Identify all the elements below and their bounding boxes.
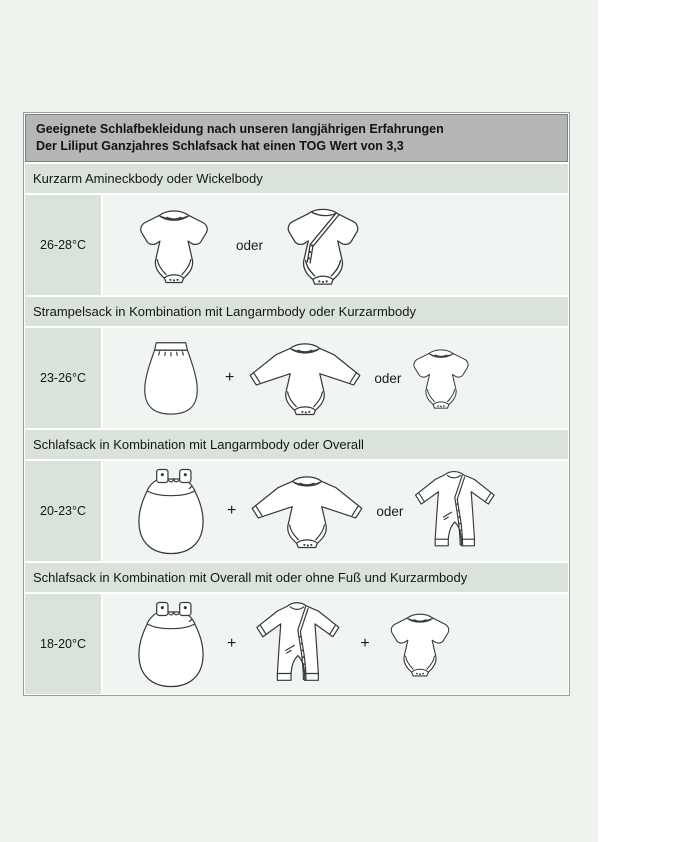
romper-sack-icon xyxy=(134,337,208,419)
table-title-line2: Der Liliput Ganzjahres Schlafsack hat einen TOG Wert von 3,3 xyxy=(36,138,404,153)
table-title-line1: Geeignete Schlafbekleidung nach unseren langjährigen Erfahrungen xyxy=(36,122,444,136)
sleeping-bag-icon xyxy=(132,466,210,557)
section-label-1: Kurzarm Amineckbody oder Wickelbody xyxy=(25,164,568,193)
connector-label: + xyxy=(360,635,370,653)
temperature-range-3: 20-23°C xyxy=(25,461,101,561)
sleeping-bag-icon xyxy=(132,599,210,690)
garment-strip-3 xyxy=(103,461,568,561)
connector-label: + xyxy=(225,369,235,387)
garment-strip-1 xyxy=(103,195,568,295)
temperature-range-1: 26-28°C xyxy=(25,195,101,295)
garment-strip-4 xyxy=(103,594,568,694)
short-sleeve-bodysuit-icon xyxy=(405,345,477,411)
long-sleeve-bodysuit-icon xyxy=(244,338,366,418)
short-sleeve-bodysuit-icon xyxy=(382,609,458,679)
connector-label: oder xyxy=(374,370,402,386)
short-sleeve-bodysuit-icon xyxy=(130,205,218,286)
temperature-range-2: 23-26°C xyxy=(25,328,101,428)
section-label-4: Schlafsack in Kombination mit Overall mit oder ohne Fuß und Kurzarmbody xyxy=(25,563,568,592)
long-sleeve-bodysuit-icon xyxy=(246,471,368,551)
wrap-bodysuit-icon xyxy=(277,203,369,288)
table-header xyxy=(25,114,568,162)
connector-label: oder xyxy=(376,503,404,519)
table-row xyxy=(25,594,568,694)
connector-label: + xyxy=(227,635,237,653)
table-row xyxy=(25,461,568,561)
connector-label: + xyxy=(227,502,237,520)
connector-label: oder xyxy=(236,237,264,253)
section-label-3: Schlafsack in Kombination mit Langarmbody oder Overall xyxy=(25,430,568,459)
table-row xyxy=(25,195,568,295)
overall-icon xyxy=(409,468,499,554)
garment-strip-2 xyxy=(103,328,568,428)
overall-icon xyxy=(250,599,344,689)
section-label-2: Strampelsack in Kombination mit Langarmbody oder Kurzarmbody xyxy=(25,297,568,326)
table-row xyxy=(25,328,568,428)
temperature-range-4: 18-20°C xyxy=(25,594,101,694)
sleepwear-table xyxy=(23,112,570,696)
